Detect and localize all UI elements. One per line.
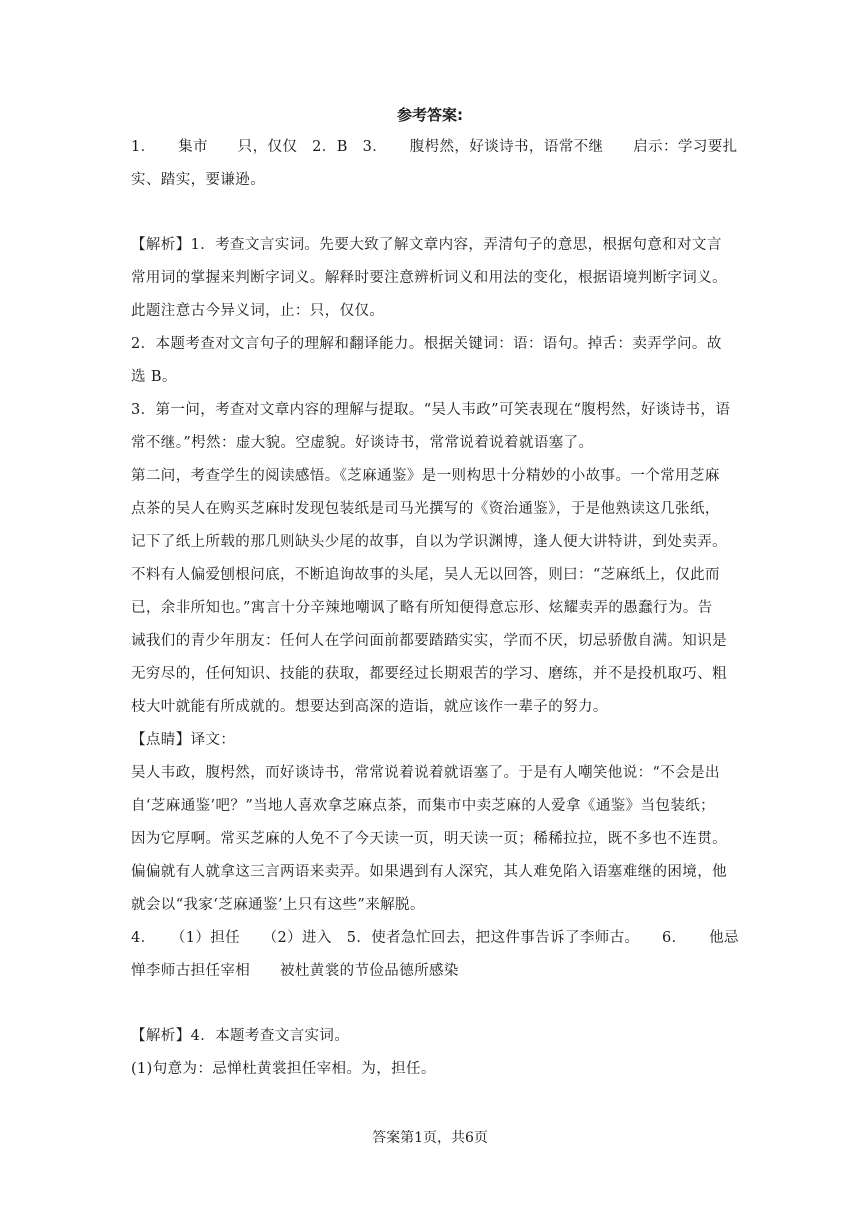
translation-line-3: 因为它厚啊。常买芝麻的人免不了今天读一页，明天读一页；稀稀拉拉，既不多也不连贯。 — [131, 831, 727, 847]
analysis-line-13: 诫我们的青少年朋友：任何人在学问面前都要踏踏实实，学而不厌，切忌骄傲自满。知识是 — [131, 633, 727, 649]
page-footer: 答案第1页，共6页 — [372, 1130, 488, 1146]
translation-line-1: 吴人韦政，腹枵然，而好谈诗书，常常说着说着就语塞了。于是有人嘲笑他说：“不会是出 — [131, 765, 720, 781]
analysis-line-4: 2．本题考查对文言句子的理解和翻译能力。根据关键词：语：语句。掉舌：卖弄学问。故 — [131, 336, 722, 352]
analysis-line-2: 常用词的掌握来判断字词义。解释时要注意辨析词义和用法的变化，根据语境判断字词义。 — [131, 270, 727, 286]
translation-line-4: 偏偏就有人就拿这三言两语来卖弄。如果遇到有人深究，其人难免陷入语塞难继的困境，他 — [131, 864, 727, 880]
answer-line-1: 1． 集市 只，仅仅 2．B 3． 腹枵然，好谈诗书，语常不继 启示：学习要扎 — [131, 139, 738, 155]
analysis-line-11: 不料有人偏爱刨根问底，不断追询故事的头尾，吴人无以回答，则曰：“芝麻纸上，仅此而 — [131, 567, 720, 583]
analysis-line-1: 【解析】1．考查文言实词。先要大致了解文章内容，弄清句子的意思，根据句意和对文言 — [131, 237, 722, 253]
analysis-line-6: 3．第一问，考查对文章内容的理解与提取。“吴人韦政”可笑表现在“腹枵然，好谈诗书，语 — [131, 402, 731, 418]
analysis2-line-1: 【解析】4．本题考查文言实词。 — [131, 1028, 350, 1044]
analysis-line-5: 选 B。 — [131, 369, 177, 385]
analysis-line-12: 已，余非所知也。”寓言十分辛辣地嘲讽了略有所知便得意忘形、炫耀卖弄的愚蠢行为。告 — [131, 600, 713, 616]
note-heading: 【点睛】译文： — [131, 732, 236, 748]
answer-line-3: 4． （1）担任 （2）进入 5．使者急忙回去，把这件事告诉了李师古。 6． 他忌 — [131, 930, 739, 946]
analysis-line-10: 记下了纸上所载的那几则缺头少尾的故事，自以为学识渊博，逢人便大讲特讲，到处卖弄。 — [131, 534, 727, 550]
answer-heading: 参考答案: — [397, 106, 463, 124]
analysis-line-7: 常不继。”枵然：虚大貌。空虚貌。好谈诗书，常常说着说着就语塞了。 — [131, 435, 594, 451]
translation-line-2: 自‘芝麻通鉴’吧？”当地人喜欢拿芝麻点茶，而集市中卖芝麻的人爱拿《通鉴》当包装纸； — [131, 798, 716, 814]
analysis2-line-2: (1)句意为：忌惮杜黄裳担任宰相。为，担任。 — [131, 1061, 436, 1077]
analysis-line-15: 枝大叶就能有所成就的。想要达到高深的造诣，就应该作一辈子的努力。 — [131, 699, 608, 715]
translation-line-5: 就会以“我家‘芝麻通鉴’上只有这些”来解脱。 — [131, 897, 425, 913]
analysis-line-9: 点茶的吴人在购买芝麻时发现包装纸是司马光撰写的《资治通鉴》，于是他熟读这几张纸， — [131, 501, 720, 517]
analysis-line-3: 此题注意古今异义词，止：只，仅仅。 — [131, 303, 385, 319]
answer-line-4: 惮李师古担任宰相 被杜黄裳的节俭品德所感染 — [131, 963, 459, 979]
analysis-line-14: 无穷尽的，任何知识、技能的获取，都要经过长期艰苦的学习、磨练，并不是投机取巧、粗 — [131, 666, 727, 682]
answer-line-2: 实、踏实，要谦逊。 — [131, 172, 266, 188]
analysis-line-8: 第二问，考查学生的阅读感悟。《芝麻通鉴》是一则构思十分精妙的小故事。一个常用芝麻 — [131, 468, 720, 484]
